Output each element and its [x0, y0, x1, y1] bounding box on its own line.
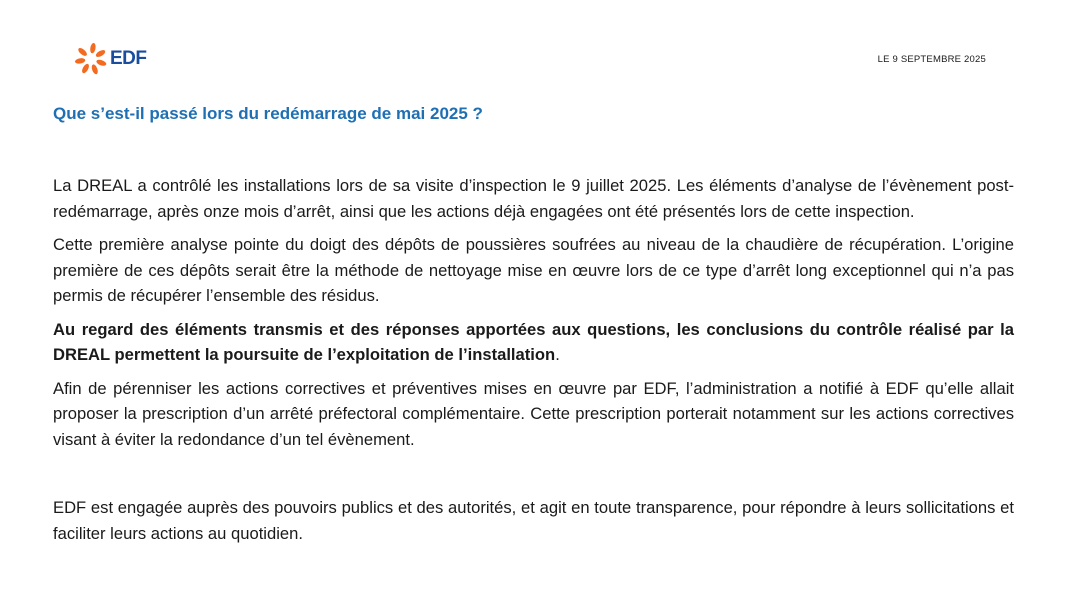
document-date: LE 9 SEPTEMBRE 2025 — [877, 54, 986, 65]
document-body — [53, 173, 1014, 554]
conclusion-period: . — [555, 345, 560, 364]
conclusion-text: Au regard des éléments transmis et des réponses apportées aux questions, les conclusions du contrôle réalisé par la DREAL permettent la poursuite de l’exploitation de l’installation — [53, 319, 1014, 364]
paragraph-inspection: La DREAL a contrôlé les installations lors de sa visite d’inspection le 9 juillet 2025. Les éléments d’analyse de l’évènement post-redémarrage, après onze mois d’arrêt, ainsi que les actions déjà engagées ont été présentés lors de cette inspection. — [53, 176, 1014, 221]
paragraph-conclusion — [53, 317, 1014, 368]
paragraph-spacer — [53, 460, 1014, 495]
page-title: Que s’est-il passé lors du redémarrage de mai 2025 ? — [53, 104, 483, 123]
edf-logo — [74, 42, 154, 76]
edf-sun-icon — [74, 42, 108, 76]
paragraph-prescription: Afin de pérenniser les actions correctives et préventives mises en œuvre par EDF, l’administration a notifié à EDF qu’elle allait proposer la prescription d’un arrêté préfectoral complémentaire. Cette prescription porterait notamment sur les actions correctives visant à éviter la redondance d’un tel évènement. — [53, 378, 1014, 449]
paragraph-commitment: EDF est engagée auprès des pouvoirs publics et des autorités, et agit en toute transparence, pour répondre à leurs sollicitations et faciliter leurs actions au quotidien. — [53, 498, 1014, 543]
paragraph-analysis: Cette première analyse pointe du doigt des dépôts de poussières soufrées au niveau de la chaudière de récupération. L’origine première de ces dépôts serait être la méthode de nettoyage mise en œuvre lors de ce type d’arrêt long exceptionnel qui n’a pas permis de récupérer l’ensemble des résidus. — [53, 235, 1014, 305]
edf-logo-text: EDF — [110, 48, 147, 69]
